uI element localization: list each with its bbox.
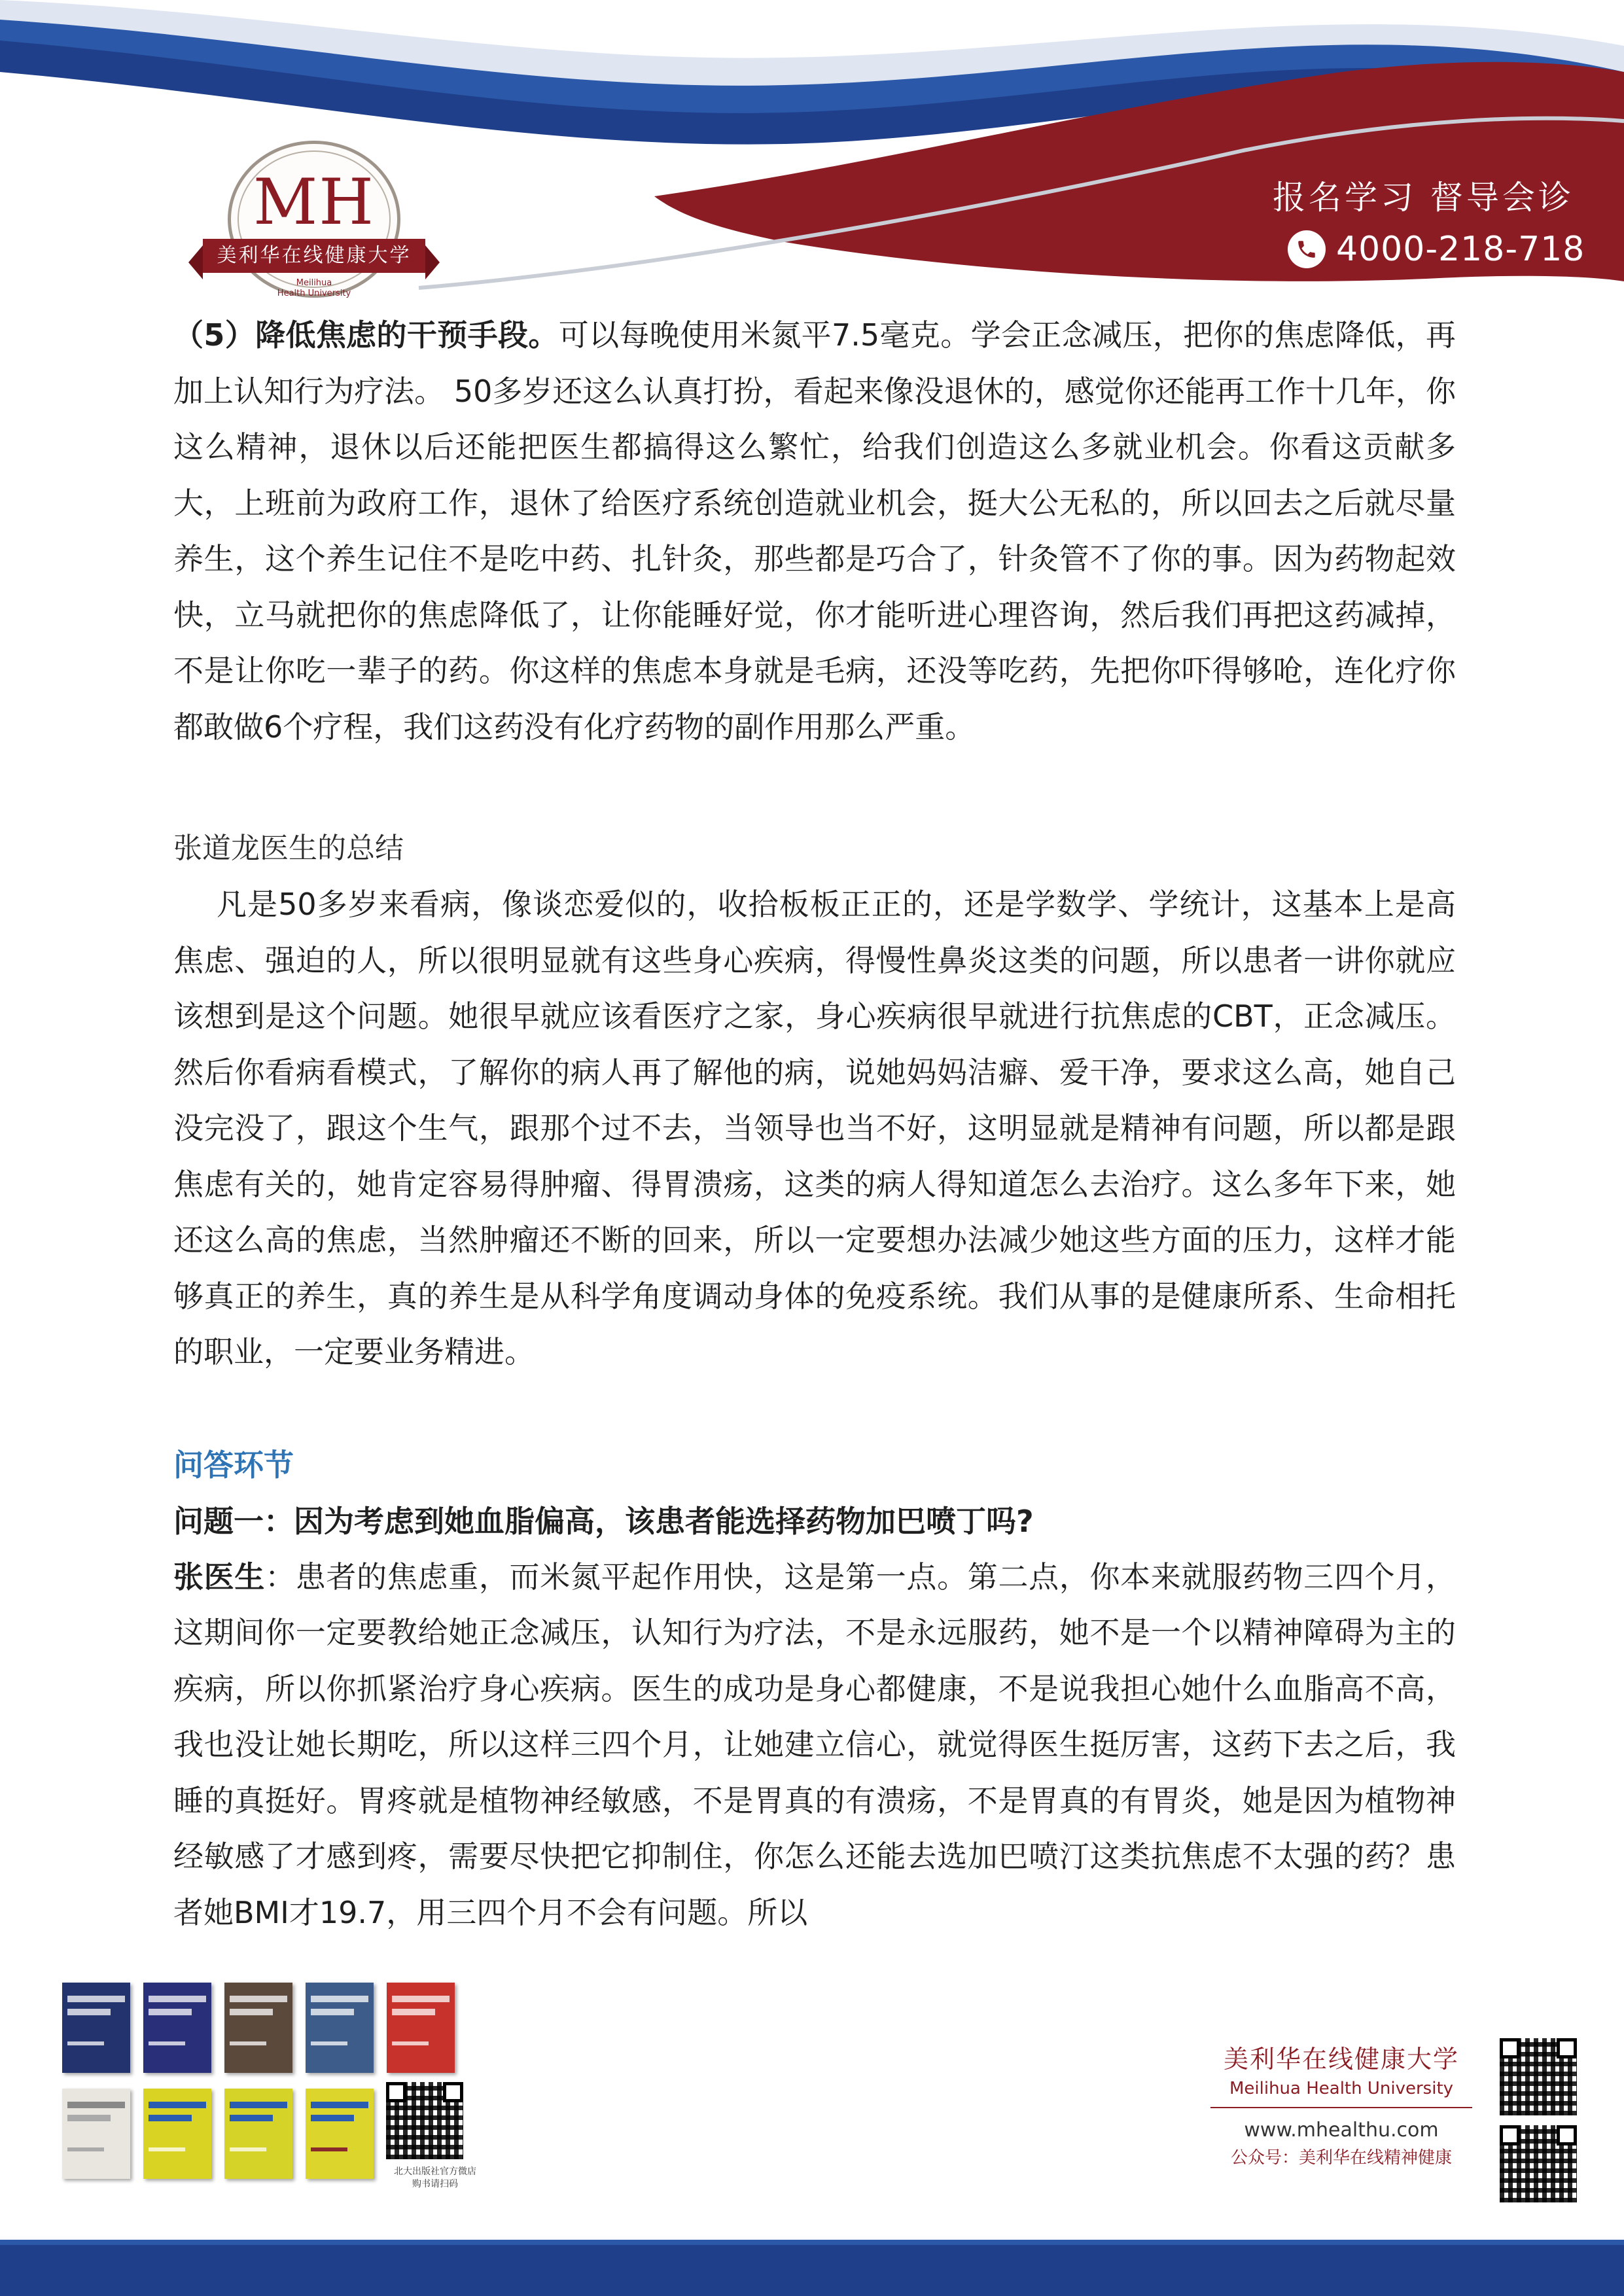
answer-1	[173, 1549, 1456, 1941]
intervention-heading: （5）降低焦虑的干预手段。	[173, 317, 559, 353]
book-cover	[62, 1983, 130, 2073]
website-link[interactable]: www.mhealthu.com	[1244, 2119, 1439, 2142]
book-cover	[387, 1983, 455, 2073]
book-cover	[306, 2089, 374, 2179]
brand-block	[1197, 2041, 1485, 2171]
logo-subtitle: Meilihua Health University	[277, 278, 351, 298]
paragraph-intervention	[173, 308, 1456, 755]
answer-text: ：患者的焦虑重，而米氮平起作用快，这是第一点。第二点，你本来就服药物三四个月，这期间你一定要教给她正念减压，认知行为疗法，不是永远服药，她不是一个以精神障碍为主的疾病，所以你抓紧治疗身心疾病。医生的成功是身心都健康，不是说我担心她什么血脂高不高，我也没让她长期吃，所以这样三四个月，让她建立信心，就觉得医生挺厉害，这药下去之后，我睡的真挺好。胃疼就是植物神经敏感，不是胃真的有溃疡，不是胃真的有胃炎，她是因为植物神经敏感了才感到疼，需要尽快把它抑制住，你怎么还能去选加巴喷汀这类抗焦虑不太强的药？患者她BMI才19.7，用三四个月不会有问题。所以	[173, 1559, 1456, 1930]
hotline-number: 4000-218-718	[1336, 230, 1585, 269]
footer-bar	[0, 2240, 1624, 2296]
summary-title: 张道龙医生的总结	[173, 832, 404, 865]
summary-paragraph: 凡是50多岁来看病，像谈恋爱似的，收拾板板正正的，还是学数学、学统计，这基本上是高焦虑、强迫的人，所以很明显就有这些身心疾病，得慢性鼻炎这类的问题，所以患者一讲你就应该想到是这个问题。她很早就应该看医疗之家，身心疾病很早就进行抗焦虑的CBT，正念减压。然后你看病看模式，了解你的病人再了解他的病，说她妈妈洁癖、爱干净，要求这么高，她自己没完没了，跟这个生气，跟那个过不去，当领导也当不好，这明显就是精神有问题，所以都是跟焦虑有关的，她肯定容易得肿瘤、得胃溃疡，这类的病人得知道怎么去治疗。这么多年下来，她还这么高的焦虑，当然肿瘤还不断的回来，所以一定要想办法减少她这些方面的压力，这样才能够真正的养生，真的养生是从科学角度调动身体的免疫系统。我们从事的是健康所系、生命相托的职业，一定要业务精进。	[173, 887, 1456, 1369]
wechat-qr-code[interactable]	[1500, 2125, 1577, 2202]
book-cover	[62, 2089, 130, 2179]
header-slogan: 报名学习 督导会诊	[1273, 179, 1574, 217]
bookstore-qr-code[interactable]	[386, 2082, 463, 2159]
question-1: 问题一：因为考虑到她血脂偏高，该患者能选择药物加巴喷丁吗?	[173, 1503, 1034, 1539]
logo-name-ribbon: 美利华在线健康大学	[203, 239, 425, 273]
book-cover	[143, 1983, 211, 2073]
intervention-text: 可以每晚使用米氮平7.5毫克。学会正念减压，把你的焦虑降低，再加上认知行为疗法。 50多岁还这么认真打扮，看起来像没退休的，感觉你还能再工作十几年，你这么精神，退休以后还能把医生都搞得这么繁忙，给我们创造这么多就业机会。你看这贡献多大，上班前为政府工作，退休了给医疗系统创造就业机会，挺大公无私的，所以回去之后就尽量养生，这个养生记住不是吃中药、扎针灸，那些都是巧合了，针灸管不了你的事。因为药物起效快，立马就把你的焦虑降低了，让你能睡好觉，你才能听进心理咨询，然后我们再把这药减掉，不是让你吃一辈子的药。你这样的焦虑本身就是毛病，还没等吃药，先把你吓得够呛，连化疗你都敢做6个疗程，我们这药没有化疗药物的副作用那么严重。	[173, 317, 1456, 745]
brand-name-en: Meilihua Health University	[1229, 2079, 1454, 2098]
university-logo	[196, 141, 432, 304]
main-content	[173, 308, 1456, 1941]
book-cover	[306, 1983, 374, 2073]
qr-caption: 北大出版社官方微店 购书请扫码	[394, 2166, 476, 2189]
answer-speaker: 张医生	[173, 1559, 266, 1595]
book-cover	[143, 2089, 211, 2179]
website-qr-code[interactable]	[1500, 2038, 1577, 2115]
qa-heading: 问答环节	[173, 1447, 294, 1483]
brand-divider	[1210, 2107, 1472, 2108]
wechat-account: 公众号：美利华在线精神健康	[1230, 2148, 1452, 2168]
phone-icon	[1288, 230, 1326, 268]
book-cover	[224, 2089, 292, 2179]
book-cover	[224, 1983, 292, 2073]
brand-name-cn: 美利华在线健康大学	[1223, 2045, 1459, 2074]
hotline	[1288, 226, 1585, 272]
logo-mark: MH	[253, 166, 375, 239]
